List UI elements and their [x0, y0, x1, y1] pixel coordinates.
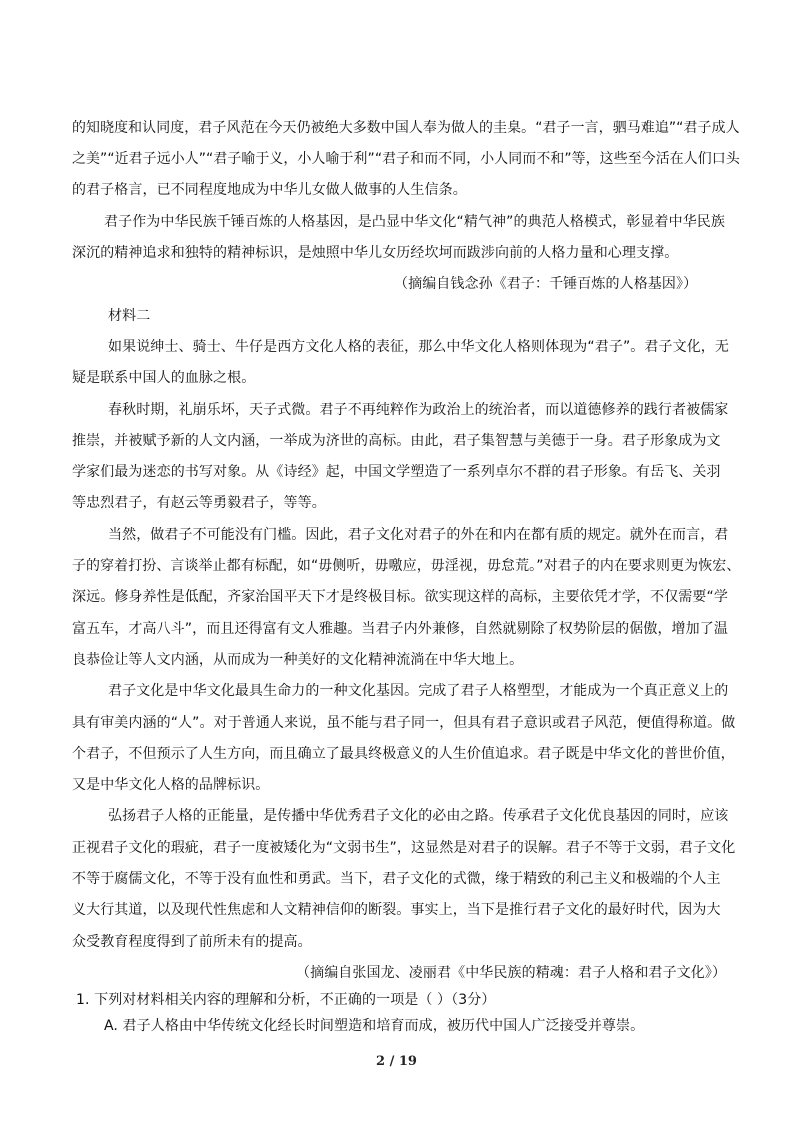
source-citation: （摘编自钱念孙《君子：千锤百炼的人格基因》）	[394, 276, 698, 292]
source-citation: （摘编自张国龙、凌丽君《中华民族的精魂：君子人格和君子文化》）	[296, 965, 727, 981]
text-line: 当然，做君子不可能没有门槛。因此，君子文化对君子的外在和内在都有质的规定。就外在而言，君	[108, 527, 729, 543]
text-line: 学家们最为迷恋的书写对象。从《诗经》起，中国文学塑造了一系列卓尔不群的君子形象。有岳飞、关羽	[72, 464, 721, 480]
question-stem: 1. 下列对材料相关内容的理解和分析，不正确的一项是（ ）（3分）	[76, 992, 496, 1008]
text-line: 富五车，才高八斗”，而且还得富有文人雅趣。当君子内外兼修，自然就剔除了权势阶层的倨傲，增加了温	[72, 621, 728, 637]
text-line: 深远。修身养性是低配，齐家治国平天下才是终极目标。欲实现这样的高标，主要依凭才学，不仅需要“学	[72, 589, 728, 605]
text-line: 良恭俭让等人文内涵，从而成为一种美好的文化精神流淌在中华大地上。	[72, 652, 524, 668]
text-line: 正视君子文化的瑕疵，君子一度被矮化为“文弱书生”，这显然是对君子的误解。君子不等于文弱，君子文化	[72, 840, 736, 856]
page-number: 2 / 19	[376, 1054, 417, 1069]
text-line: 疑是联系中国人的血脉之根。	[72, 370, 256, 386]
text-line: 等忠烈君子，有赵云等勇毅君子，等等。	[72, 495, 326, 511]
text-line: 个君子，不但预示了人生方向，而且确立了最具终极意义的人生价值追求。君子既是中华文化的普世价值，	[72, 746, 735, 762]
text-line: 子的穿着打扮、言谈举止都有标配，如“毋侧听，毋噭应，毋淫视，毋怠荒。”对君子的内在要求则更为恢宏、	[72, 558, 741, 574]
text-line: 众受教育程度得到了前所未有的提高。	[72, 934, 312, 950]
answer-option-a: A. 君子人格由中华传统文化经长时间塑造和培育而成，被历代中国人广泛接受并尊崇。	[104, 1018, 645, 1034]
text-line: 弘扬君子人格的正能量，是传播中华优秀君子文化的必由之路。传承君子文化优良基因的同时，应该	[108, 808, 729, 824]
text-line: 具有审美内涵的“人”。对于普通人来说，虽不能与君子同一，但具有君子意识或君子风范，便值得称道。做	[72, 715, 736, 731]
text-line: 推崇，并被赋予新的人文内涵，一举成为济世的高标。由此，君子集智慧与美德于一身。君子形象成为文	[72, 433, 721, 449]
text-line: 春秋时期，礼崩乐坏，天子式微。君子不再纯粹作为政治上的统治者，而以道德修养的践行者被儒家	[108, 402, 729, 418]
section-heading: 材料二	[108, 308, 151, 324]
text-line: 的君子格言，已不同程度地成为中华儿女做人做事的人生信条。	[72, 182, 467, 198]
text-line: 又是中华文化人格的品牌标识。	[72, 777, 270, 793]
text-line: 深沉的精神追求和独特的精神标识，是烛照中华儿女历经坎坷而跋涉向前的人格力量和心理支撑。	[72, 245, 679, 261]
text-line: 君子作为中华民族千锤百炼的人格基因，是凸显中华文化“精气神”的典范人格模式，彰显着中华民族	[104, 214, 726, 230]
text-line: 如果说绅士、骑士、牛仔是西方文化人格的表征，那么中华文化人格则体现为“君子”。君子文化，无	[108, 339, 730, 355]
text-line: 君子文化是中华文化最具生命力的一种文化基因。完成了君子人格塑型，才能成为一个真正意义上的	[108, 683, 729, 699]
text-line: 义大行其道，以及现代性焦虑和人文精神信仰的断裂。事实上，当下是推行君子文化的最好时代，因为大	[72, 902, 721, 918]
text-line: 之美”“近君子远小人”“君子喻于义，小人喻于利”“君子和而不同，小人同而不和”等，这些至今活在人们口头	[72, 151, 740, 167]
text-line: 不等于腐儒文化，不等于没有血性和勇武。当下，君子文化的式微，缘于精致的利己主义和极端的个人主	[72, 871, 721, 887]
text-line: 的知晓度和认同度，君子风范在今天仍被绝大多数中国人奉为做人的圭臬。“君子一言，驷马难追”“君子成人	[72, 120, 740, 136]
